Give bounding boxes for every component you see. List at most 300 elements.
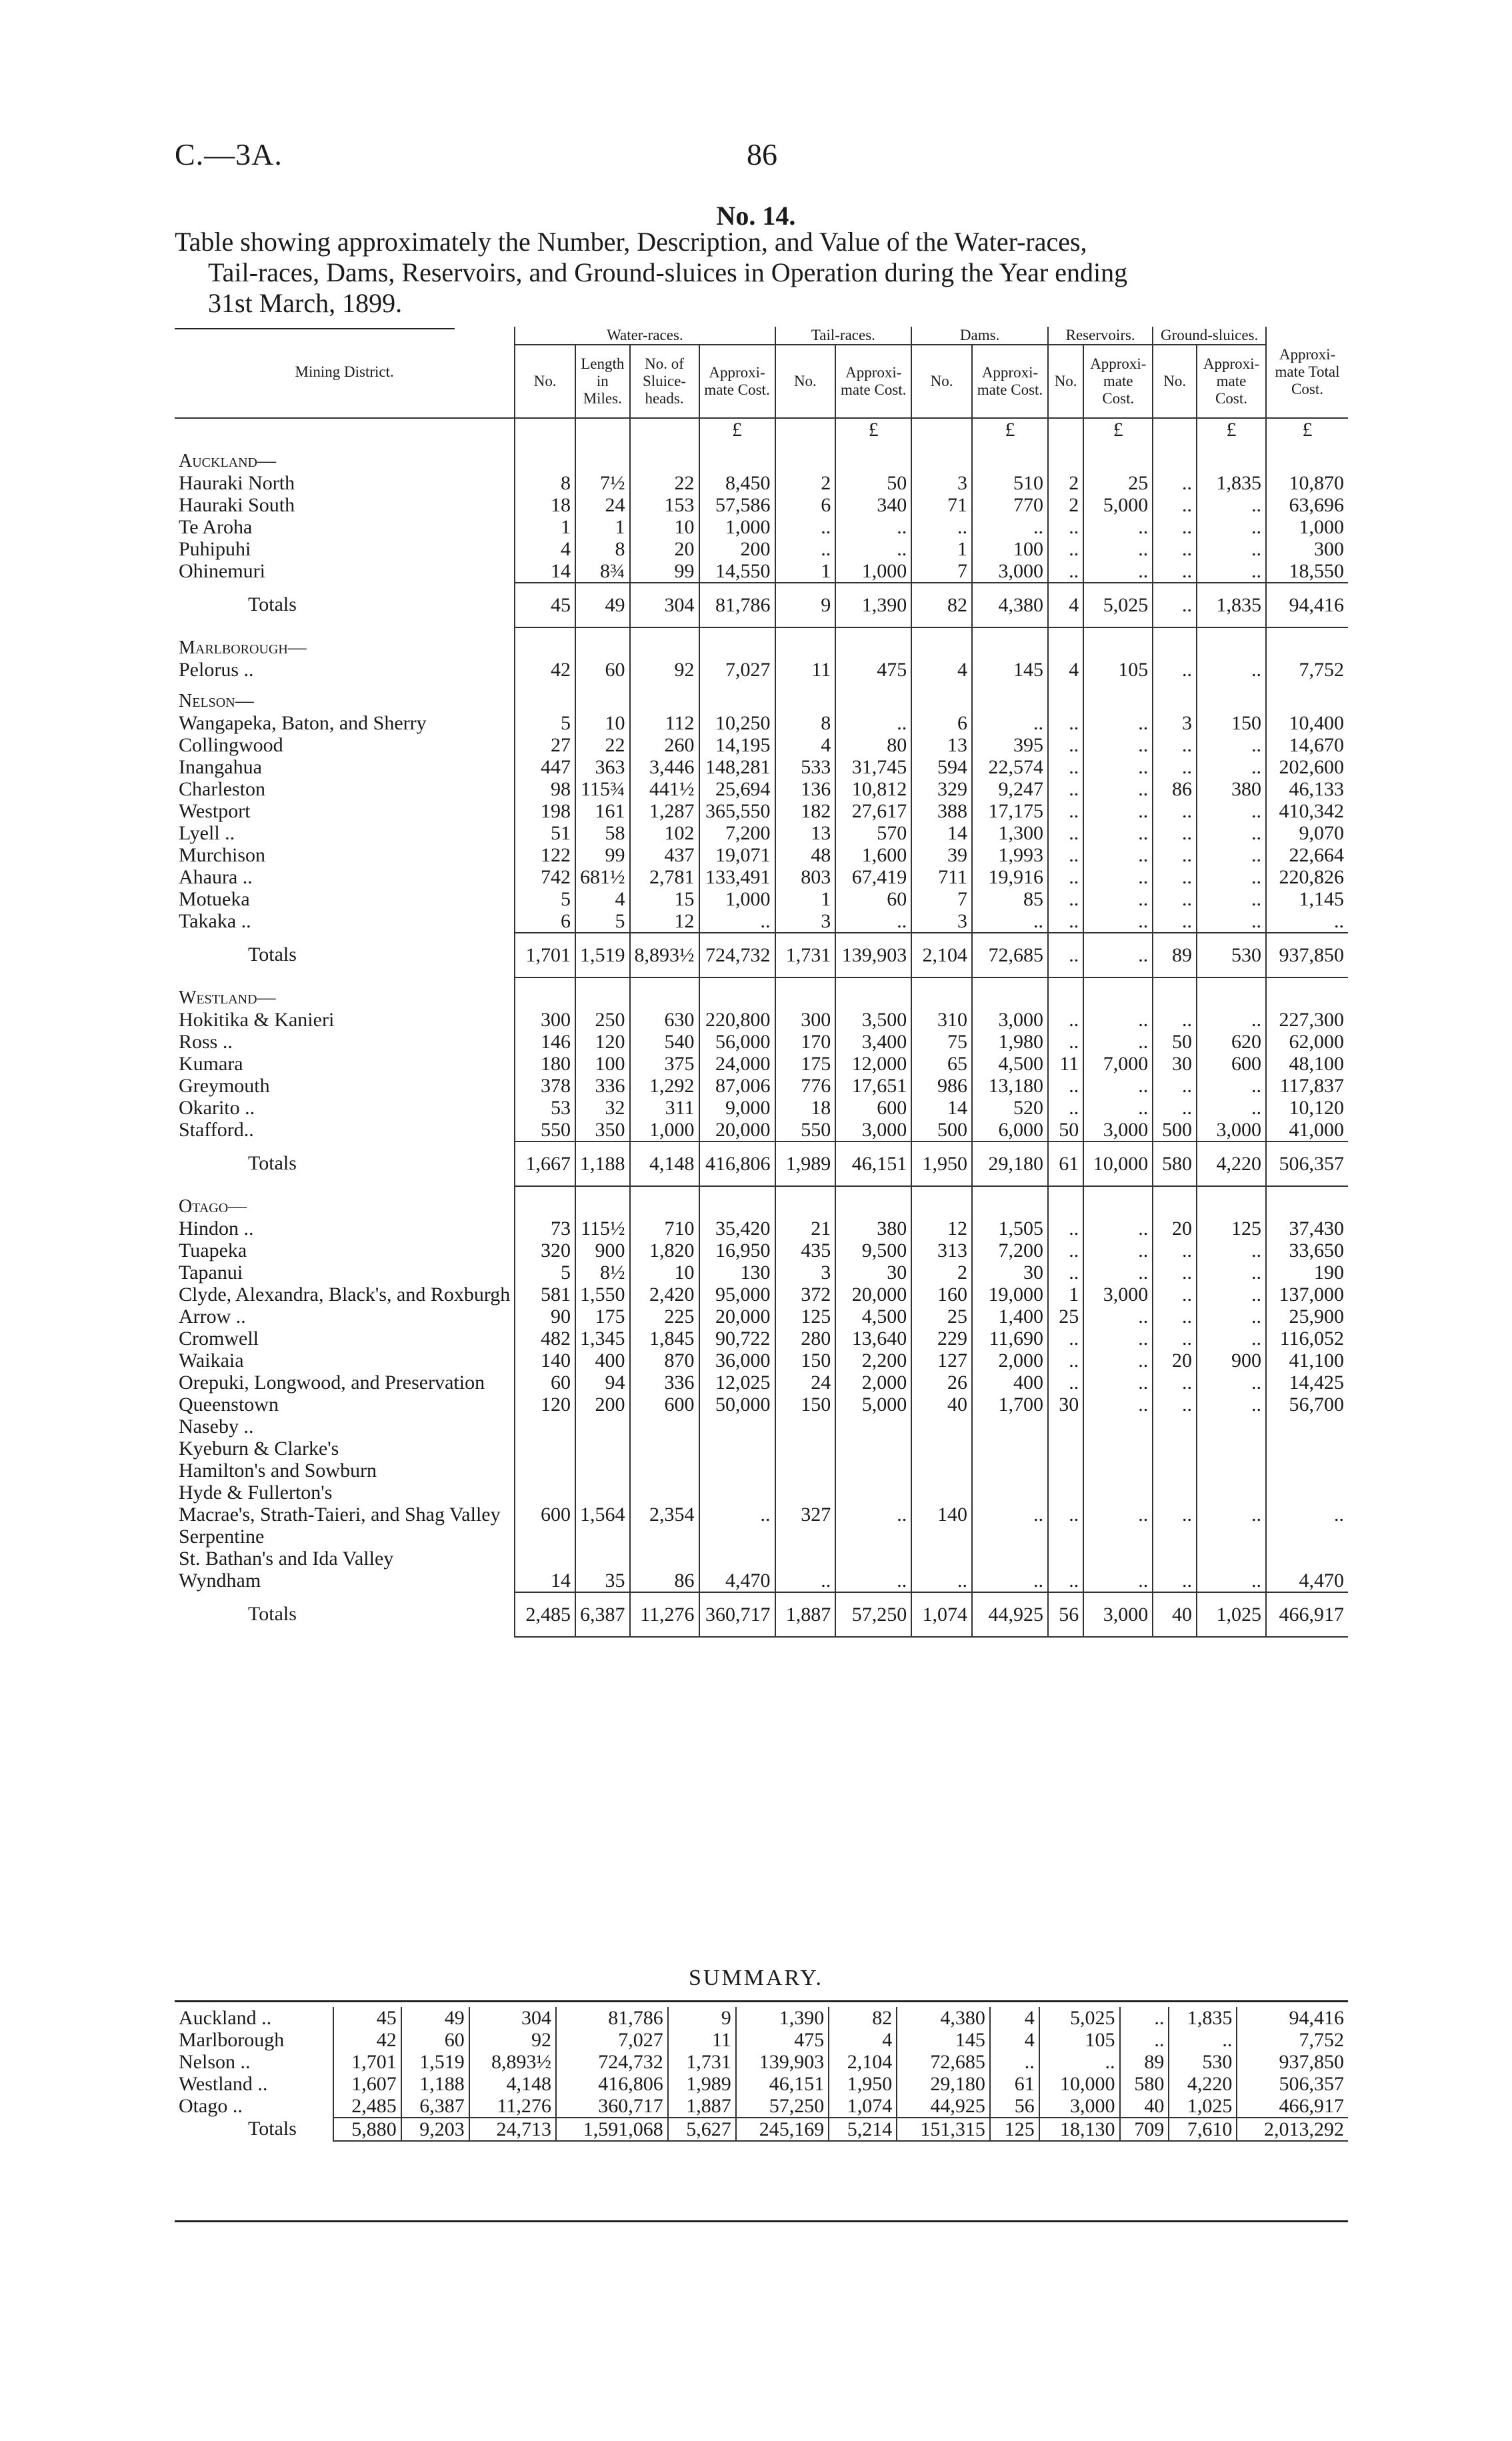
value-cell: 200	[575, 1394, 630, 1416]
table-row	[175, 1240, 1348, 1262]
value-cell: 5,880	[333, 2118, 401, 2141]
value-cell: 540	[630, 1031, 699, 1053]
value-cell: 60	[575, 659, 630, 681]
value-cell: 198	[515, 800, 575, 822]
value-cell: 24,713	[469, 2118, 556, 2141]
value-cell: 33,650	[1266, 1240, 1348, 1262]
value-cell: 5,000	[835, 1394, 911, 1416]
col-dam-cost: Approxi-mate Cost.	[972, 345, 1048, 418]
value-cell: ..	[1153, 756, 1197, 778]
value-cell: 1	[911, 538, 972, 560]
value-cell	[515, 1186, 575, 1217]
table-row	[175, 1328, 1348, 1350]
value-cell: 350	[575, 1119, 630, 1141]
value-cell: ..	[1048, 560, 1083, 583]
value-cell: 594	[911, 756, 972, 778]
value-cell: 20,000	[835, 1284, 911, 1306]
value-cell: 600	[515, 1504, 575, 1526]
value-cell: 4,500	[835, 1306, 911, 1328]
value-cell	[630, 627, 699, 659]
value-cell	[699, 1438, 775, 1460]
value-cell: ..	[1197, 1009, 1266, 1031]
value-cell	[575, 441, 630, 472]
table-row	[175, 1053, 1348, 1075]
value-cell: 67,419	[835, 866, 911, 888]
value-cell: 35,420	[699, 1217, 775, 1240]
value-cell: 1,390	[736, 2007, 829, 2029]
value-cell: 46,151	[835, 1141, 911, 1186]
summary-row	[175, 2007, 1348, 2029]
value-cell: ..	[911, 1570, 972, 1592]
value-cell	[575, 1460, 630, 1482]
value-cell: 365,550	[699, 800, 775, 822]
value-cell: ..	[1083, 933, 1153, 977]
value-cell: ..	[1153, 1097, 1197, 1119]
value-cell	[575, 977, 630, 1009]
district-name: St. Bathan's and Ida Valley	[179, 1548, 394, 1570]
value-cell: 10	[630, 1262, 699, 1284]
value-cell: 2,000	[972, 1350, 1048, 1372]
value-cell	[575, 1526, 630, 1548]
district-name: Te Aroha	[179, 516, 253, 538]
value-cell: 2,354	[630, 1504, 699, 1526]
value-cell: 1,600	[835, 844, 911, 866]
value-cell	[911, 441, 972, 472]
value-cell: ..	[1153, 1306, 1197, 1328]
value-cell: 1	[575, 516, 630, 538]
value-cell: 161	[575, 800, 630, 822]
district-name: Pelorus ..	[179, 659, 254, 681]
value-cell: 86	[630, 1570, 699, 1592]
value-cell: 24,000	[699, 1053, 775, 1075]
value-cell: ..	[1083, 1350, 1153, 1372]
value-cell: ..	[1153, 1372, 1197, 1394]
value-cell: ..	[1083, 1097, 1153, 1119]
district-name: Totals	[248, 593, 297, 615]
value-cell	[1197, 1460, 1266, 1482]
value-cell: 304	[630, 583, 699, 627]
value-cell: 25	[1048, 1306, 1083, 1328]
col-gs-no: No.	[1153, 345, 1197, 418]
value-cell: ..	[1153, 1075, 1197, 1097]
value-cell: 39	[911, 844, 972, 866]
value-cell: ..	[911, 516, 972, 538]
blank-cell	[1153, 418, 1197, 441]
value-cell: 4	[990, 2007, 1039, 2029]
value-cell: 1,000	[699, 516, 775, 538]
value-cell	[1266, 1482, 1348, 1504]
district-name: Wangapeka, Baton, and Sherry	[179, 712, 427, 734]
value-cell: ..	[1153, 1394, 1197, 1416]
value-cell: 7,752	[1237, 2029, 1348, 2051]
value-cell	[972, 1482, 1048, 1504]
value-cell: ..	[1083, 1075, 1153, 1097]
value-cell: 304	[469, 2007, 556, 2029]
col-group-dams: Dams.	[911, 327, 1048, 345]
value-cell: 19,000	[972, 1284, 1048, 1306]
value-cell: 4,148	[630, 1141, 699, 1186]
value-cell: 375	[630, 1053, 699, 1075]
value-cell: 57,250	[736, 2095, 829, 2118]
value-cell: 25	[911, 1306, 972, 1328]
summary-row	[175, 2051, 1348, 2073]
value-cell: 4	[575, 888, 630, 910]
value-cell: 8,893½	[630, 933, 699, 977]
value-cell: 24	[775, 1372, 836, 1394]
value-cell: ..	[1048, 866, 1083, 888]
value-cell: 250	[575, 1009, 630, 1031]
district-name: Charleston	[179, 778, 265, 800]
value-cell: ..	[1266, 910, 1348, 933]
value-cell: 40	[1153, 1592, 1197, 1637]
value-cell: 112	[630, 712, 699, 734]
district-name: Auckland ..	[179, 2007, 272, 2029]
value-cell: 1,188	[575, 1141, 630, 1186]
value-cell: 31,745	[835, 756, 911, 778]
value-cell: 94	[575, 1372, 630, 1394]
value-cell: 10,000	[1083, 1141, 1153, 1186]
value-cell: 280	[775, 1328, 836, 1350]
value-cell	[972, 1526, 1048, 1548]
table-row	[175, 1416, 1348, 1438]
value-cell: 360,717	[699, 1592, 775, 1637]
value-cell: 12	[630, 910, 699, 933]
district-name: Orepuki, Longwood, and Preservation	[179, 1372, 485, 1394]
value-cell: ..	[1197, 538, 1266, 560]
value-cell: 50	[1153, 1031, 1197, 1053]
table-row	[175, 1009, 1348, 1031]
value-cell	[775, 1482, 836, 1504]
value-cell: ..	[1083, 1328, 1153, 1350]
value-cell: 630	[630, 1009, 699, 1031]
value-cell: 581	[515, 1284, 575, 1306]
blank-cell	[575, 418, 630, 441]
value-cell: 11,276	[469, 2095, 556, 2118]
value-cell	[1048, 1416, 1083, 1438]
value-cell: 94,416	[1266, 583, 1348, 627]
value-cell: 6	[775, 494, 836, 516]
value-cell: ..	[835, 538, 911, 560]
value-cell: 360,717	[556, 2095, 668, 2118]
district-name: Murchison	[179, 844, 265, 866]
value-cell: 3,500	[835, 1009, 911, 1031]
value-cell: ..	[1153, 1262, 1197, 1284]
value-cell: 15	[630, 888, 699, 910]
value-cell: 1,980	[972, 1031, 1048, 1053]
value-cell	[1197, 1548, 1266, 1570]
value-cell: ..	[1153, 494, 1197, 516]
col-total-cost: Approxi-mate Total Cost.	[1266, 327, 1348, 418]
value-cell: 1,731	[668, 2051, 736, 2073]
value-cell: ..	[1197, 756, 1266, 778]
value-cell: 311	[630, 1097, 699, 1119]
value-cell: 139,903	[835, 933, 911, 977]
value-cell: 50,000	[699, 1394, 775, 1416]
value-cell: 1,607	[333, 2073, 401, 2095]
value-cell: 1,564	[575, 1504, 630, 1526]
value-cell: 63,696	[1266, 494, 1348, 516]
value-cell: 61	[1048, 1141, 1083, 1186]
value-cell: 520	[972, 1097, 1048, 1119]
pound-sign: £	[1083, 418, 1153, 441]
value-cell: 1,000	[630, 1119, 699, 1141]
value-cell: 10,812	[835, 778, 911, 800]
value-cell	[835, 1416, 911, 1438]
value-cell: 19,916	[972, 866, 1048, 888]
pound-sign: £	[699, 418, 775, 441]
blank-cell	[1048, 418, 1083, 441]
value-cell: 46,133	[1266, 778, 1348, 800]
value-cell: ..	[1083, 822, 1153, 844]
value-cell: ..	[1153, 910, 1197, 933]
value-cell: 140	[515, 1350, 575, 1372]
value-cell: 92	[469, 2029, 556, 2051]
value-cell	[1083, 1548, 1153, 1570]
table-row	[175, 1482, 1348, 1504]
value-cell: 14	[515, 1570, 575, 1592]
value-cell: ..	[1083, 844, 1153, 866]
value-cell: 570	[835, 822, 911, 844]
value-cell: ..	[1048, 756, 1083, 778]
table-row	[175, 1504, 1348, 1526]
totals-row	[175, 583, 1348, 627]
value-cell: 1,188	[401, 2073, 469, 2095]
value-cell: ..	[1048, 778, 1083, 800]
value-cell	[1266, 1186, 1348, 1217]
value-cell: ..	[835, 910, 911, 933]
value-cell: ..	[1083, 1372, 1153, 1394]
value-cell	[630, 1482, 699, 1504]
table-row	[175, 756, 1348, 778]
col-wr-cost: Approxi-mate Cost.	[699, 345, 775, 418]
value-cell	[699, 681, 775, 712]
value-cell: ..	[1083, 1570, 1153, 1592]
value-cell	[911, 1438, 972, 1460]
district-name: Puhipuhi	[179, 538, 251, 560]
value-cell: 336	[575, 1075, 630, 1097]
value-cell: 1,519	[401, 2051, 469, 2073]
value-cell: 72,685	[972, 933, 1048, 977]
district-name: Nelson—	[179, 691, 254, 711]
value-cell: 117,837	[1266, 1075, 1348, 1097]
table-row	[175, 659, 1348, 681]
value-cell: 14,550	[699, 560, 775, 583]
value-cell	[911, 1460, 972, 1482]
value-cell: 709	[1120, 2118, 1169, 2141]
value-cell: 130	[699, 1262, 775, 1284]
table-row	[175, 1438, 1348, 1460]
value-cell: 9,203	[401, 2118, 469, 2141]
blank-cell	[515, 418, 575, 441]
value-cell: 3,000	[835, 1119, 911, 1141]
value-cell	[1048, 1482, 1083, 1504]
value-cell: 4,470	[699, 1570, 775, 1592]
district-heading	[175, 627, 1348, 659]
district-name: Inangahua	[179, 756, 262, 778]
value-cell: 220,826	[1266, 866, 1348, 888]
value-cell: 92	[630, 659, 699, 681]
value-cell: ..	[1048, 933, 1083, 977]
value-cell: 22	[630, 472, 699, 494]
value-cell: 2	[1048, 494, 1083, 516]
value-cell: 133,491	[699, 866, 775, 888]
value-cell	[1153, 681, 1197, 712]
value-cell: ..	[1197, 1504, 1266, 1526]
value-cell: 2	[911, 1262, 972, 1284]
value-cell: 160	[911, 1284, 972, 1306]
value-cell	[911, 977, 972, 1009]
value-cell: 380	[1197, 778, 1266, 800]
blank-cell	[911, 418, 972, 441]
district-heading	[175, 681, 1348, 712]
district-name: Takaka ..	[179, 910, 251, 932]
value-cell	[1197, 1438, 1266, 1460]
value-cell	[1048, 441, 1083, 472]
value-cell: 40	[911, 1394, 972, 1416]
value-cell: ..	[1083, 1240, 1153, 1262]
value-cell: 29,180	[897, 2073, 990, 2095]
value-cell: 14,670	[1266, 734, 1348, 756]
value-cell: 475	[736, 2029, 829, 2051]
value-cell	[911, 1548, 972, 1570]
value-cell	[835, 627, 911, 659]
value-cell: 600	[1197, 1053, 1266, 1075]
value-cell: 6,387	[575, 1592, 630, 1637]
value-cell	[699, 441, 775, 472]
value-cell	[515, 1460, 575, 1482]
value-cell: 14	[515, 560, 575, 583]
value-cell: 105	[1083, 659, 1153, 681]
value-cell	[835, 1460, 911, 1482]
value-cell	[835, 977, 911, 1009]
totals-row	[175, 1141, 1348, 1186]
col-wr-length: Length in Miles.	[575, 345, 630, 418]
value-cell: 1,667	[515, 1141, 575, 1186]
value-cell	[1266, 681, 1348, 712]
value-cell: 416,806	[556, 2073, 668, 2095]
value-cell: 3	[775, 1262, 836, 1284]
value-cell	[1266, 1416, 1348, 1438]
value-cell: 5,627	[668, 2118, 736, 2141]
value-cell: 1,025	[1169, 2095, 1237, 2118]
value-cell	[515, 1526, 575, 1548]
value-cell: ..	[1048, 734, 1083, 756]
value-cell: 202,600	[1266, 756, 1348, 778]
value-cell: 27,617	[835, 800, 911, 822]
value-cell	[1153, 1186, 1197, 1217]
value-cell: 7,027	[699, 659, 775, 681]
district-name: Ohinemuri	[179, 560, 265, 582]
value-cell: 17,175	[972, 800, 1048, 822]
value-cell: ..	[1048, 1328, 1083, 1350]
value-cell: 550	[515, 1119, 575, 1141]
value-cell: ..	[1197, 734, 1266, 756]
value-cell	[630, 1526, 699, 1548]
value-cell	[835, 1186, 911, 1217]
table-row	[175, 472, 1348, 494]
value-cell: 100	[575, 1053, 630, 1075]
value-cell: 10,250	[699, 712, 775, 734]
district-name: Queenstown	[179, 1394, 279, 1416]
value-cell: ..	[1083, 778, 1153, 800]
value-cell: 506,357	[1237, 2073, 1348, 2095]
value-cell: 13,640	[835, 1328, 911, 1350]
value-cell	[515, 627, 575, 659]
value-cell: 3	[775, 910, 836, 933]
value-cell: 1,701	[515, 933, 575, 977]
value-cell: 10	[575, 712, 630, 734]
value-cell	[1048, 1460, 1083, 1482]
value-cell	[630, 1460, 699, 1482]
value-cell	[972, 1438, 1048, 1460]
value-cell: 122	[515, 844, 575, 866]
summary-body	[175, 2007, 1348, 2141]
value-cell: 25,900	[1266, 1306, 1348, 1328]
value-cell: ..	[1048, 1009, 1083, 1031]
value-cell: ..	[1153, 516, 1197, 538]
blank-cell	[175, 418, 515, 441]
value-cell: 1,820	[630, 1240, 699, 1262]
value-cell: 25,694	[699, 778, 775, 800]
value-cell	[515, 1548, 575, 1570]
value-cell: 22,664	[1266, 844, 1348, 866]
value-cell: 20	[1153, 1217, 1197, 1240]
col-group-reservoirs: Reservoirs.	[1048, 327, 1153, 345]
district-name: Hauraki South	[179, 494, 295, 516]
col-wr-no: No.	[515, 345, 575, 418]
value-cell: 724,732	[556, 2051, 668, 2073]
value-cell: 1,591,068	[556, 2118, 668, 2141]
value-cell: ..	[1153, 800, 1197, 822]
value-cell: 14,425	[1266, 1372, 1348, 1394]
table-row	[175, 1284, 1348, 1306]
value-cell: 937,850	[1266, 933, 1348, 977]
value-cell	[1048, 1438, 1083, 1460]
value-cell: 27	[515, 734, 575, 756]
value-cell: 9,500	[835, 1240, 911, 1262]
value-cell: 146	[515, 1031, 575, 1053]
value-cell: 1,887	[775, 1592, 836, 1637]
district-name: Cromwell	[179, 1328, 259, 1350]
value-cell: 1,300	[972, 822, 1048, 844]
value-cell: 1,700	[972, 1394, 1048, 1416]
value-cell: ..	[1153, 1328, 1197, 1350]
value-cell: ..	[1083, 1394, 1153, 1416]
value-cell: 437	[630, 844, 699, 866]
value-cell	[630, 977, 699, 1009]
value-cell: 40	[1120, 2095, 1169, 2118]
value-cell: 1,989	[775, 1141, 836, 1186]
district-name: Collingwood	[179, 734, 283, 756]
value-cell: 8	[575, 538, 630, 560]
table-row	[175, 910, 1348, 933]
value-cell: 16,950	[699, 1240, 775, 1262]
value-cell: 600	[630, 1394, 699, 1416]
value-cell: 9,000	[699, 1097, 775, 1119]
value-cell: 4	[1048, 659, 1083, 681]
district-name: Kumara	[179, 1053, 243, 1075]
value-cell: ..	[835, 516, 911, 538]
district-name: Hyde & Fullerton's	[179, 1482, 333, 1504]
value-cell: 5,025	[1083, 583, 1153, 627]
value-cell: 3,000	[1197, 1119, 1266, 1141]
value-cell	[515, 441, 575, 472]
value-cell: 18,550	[1266, 560, 1348, 583]
value-cell: 14	[911, 822, 972, 844]
value-cell: 372	[775, 1284, 836, 1306]
value-cell: ..	[1197, 1328, 1266, 1350]
value-cell: 6	[515, 910, 575, 933]
